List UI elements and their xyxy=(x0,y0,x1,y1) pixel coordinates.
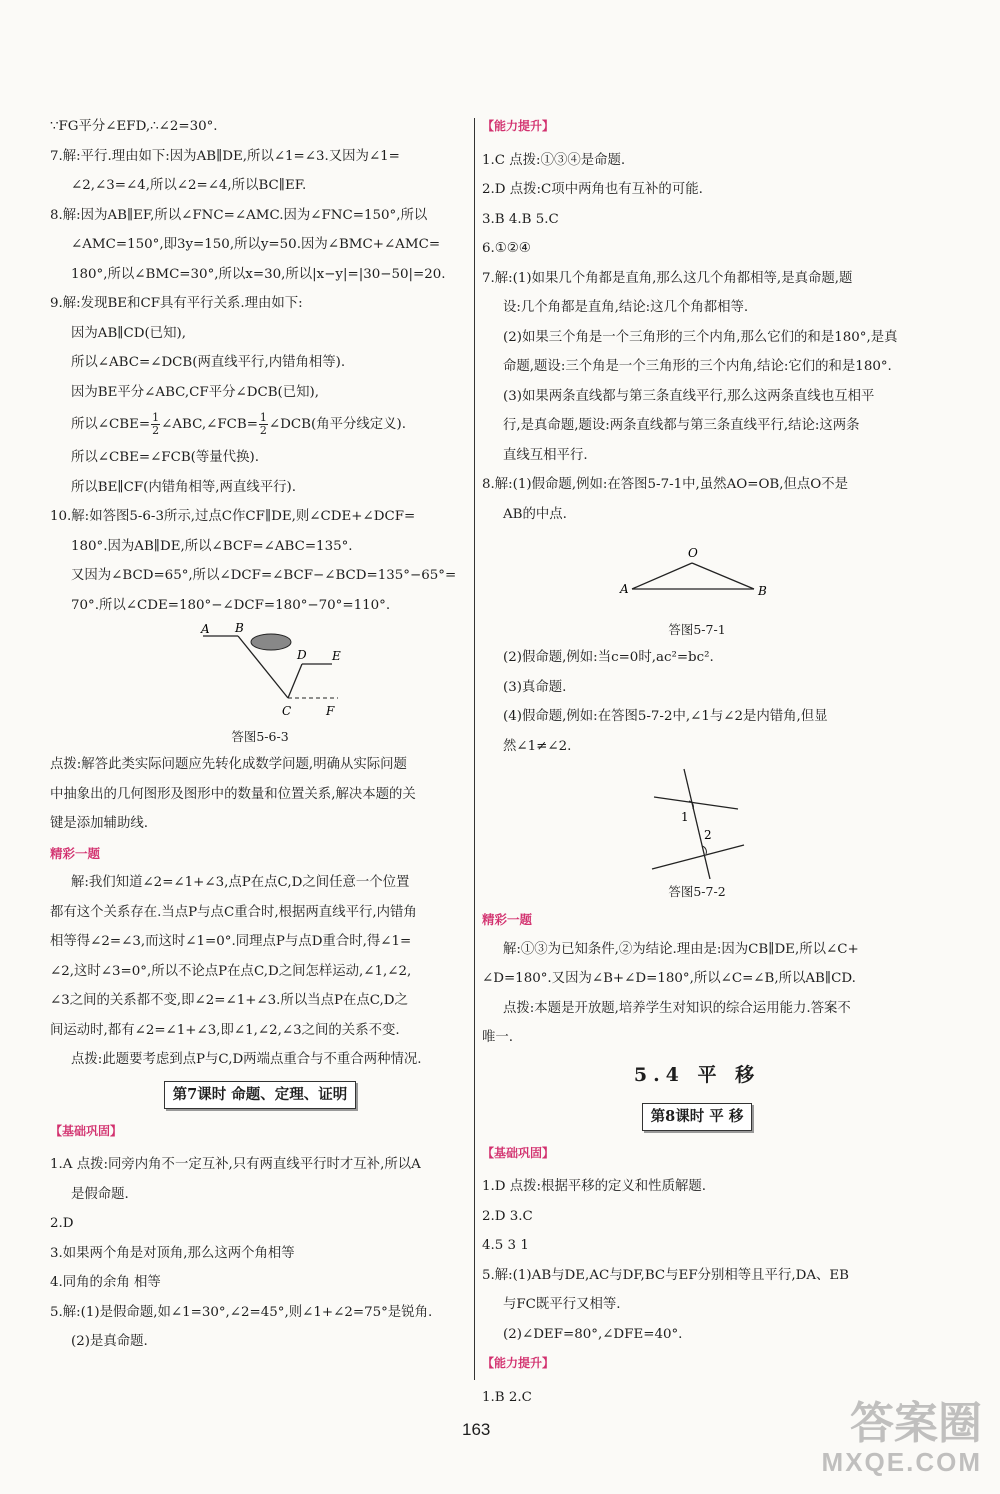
label-b: B xyxy=(758,584,767,598)
label-a: A xyxy=(620,582,629,596)
jingcai-line: 相等得∠2=∠3,而这时∠1=0°.同理点P与点D重合时,得∠1= xyxy=(50,934,412,949)
q8-line: 180°,所以∠BMC=30°,所以x=30,所以|x−y|=|30−50|=20. xyxy=(71,266,446,282)
label-o: O xyxy=(688,546,698,560)
basic-line: 1.A 点拨:同旁内角不一定互补,只有两直线平行时才互补,所以A xyxy=(50,1157,421,1172)
fraction-half xyxy=(259,412,268,437)
basic-heading: 【基础巩固】 xyxy=(482,1145,555,1160)
answer-line: 6.①②④ xyxy=(482,241,531,256)
jingcai-line: ∠D=180°.又因为∠B+∠D=180°,所以∠C=∠B,所以AB∥CD. xyxy=(482,971,856,986)
jingcai-line: 都有这个关系存在.当点P与点C重合时,根据两直线平行,内错角 xyxy=(50,904,417,920)
q8-line: (2)假命题,例如:当c=0时,ac²=bc². xyxy=(503,650,714,665)
q9-line: 所以BE∥CF(内错角相等,两直线平行). xyxy=(71,479,296,495)
jingcai-line: ∠3之间的关系都不变,即∠2=∠1+∠3.所以当点P在点C,D之 xyxy=(50,993,408,1008)
intro-line: ∵FG平分∠EFD,∴∠2=30°. xyxy=(50,119,218,134)
angle-1-label: 1 xyxy=(681,810,689,824)
jingcai-line: 唯一. xyxy=(482,1030,514,1045)
basic-line: 3.如果两个角是对顶角,那么这两个角相等 xyxy=(50,1245,295,1261)
figure-5-6-3-diagram xyxy=(50,620,470,724)
page-number: 163 xyxy=(462,1420,491,1439)
tip-line: 中抽象出的几何图形及图形中的数量和位置关系,解决本题的关 xyxy=(50,786,416,802)
lesson-7-title: 第7课时 命题、定理、证明 xyxy=(164,1081,357,1109)
q7-line: 7.解:(1)如果几个角都是直角,那么这几个角都相等,是真命题,题 xyxy=(482,270,853,286)
q7-line: 行,是真命题,题设:两条直线都与第三条直线平行,结论:这两条 xyxy=(503,418,860,433)
q9-fraction-text: ∠ABC,∠FCB= xyxy=(161,417,258,432)
jingcai-line: ∠2,这时∠3=0°,所以不论点P在点C,D之间怎样运动,∠1,∠2, xyxy=(50,963,412,979)
tip-line: 键是添加辅助线. xyxy=(50,816,148,831)
q7-line: 直线互相平行. xyxy=(503,447,588,463)
figure-caption: 答图5-7-2 xyxy=(668,884,726,899)
q8-line: 然∠1≠∠2. xyxy=(503,738,572,754)
label-d: D xyxy=(297,648,307,662)
q9-line: 所以∠CBE=∠FCB(等量代换). xyxy=(71,450,259,465)
answer-line: 1.B 2.C xyxy=(482,1389,532,1405)
basic-line: 2.D 3.C xyxy=(482,1208,533,1224)
column-divider xyxy=(474,118,475,1380)
section-title: 5.4 平 移 xyxy=(633,1063,761,1086)
basic-line: 2.D xyxy=(50,1216,74,1231)
basic-line: 5.解:(1)AB与DE,AC与DF,BC与EF分别相等且平行,DA、EB xyxy=(482,1267,850,1283)
fraction-denominator: 2 xyxy=(152,424,160,437)
fraction-half xyxy=(151,412,160,437)
basic-line: 4.同角的余角 相等 xyxy=(50,1275,161,1290)
fraction-numerator: 1 xyxy=(259,411,267,424)
basic-line: 与FC既平行又相等. xyxy=(503,1297,621,1312)
basic-line: 4.5 3 1 xyxy=(482,1238,529,1253)
q7-line: 7.解:平行.理由如下:因为AB∥DE,所以∠1=∠3.又因为∠1= xyxy=(50,148,400,164)
jingcai-line: 间运动时,都有∠2=∠1+∠3,即∠1,∠2,∠3之间的关系不变. xyxy=(50,1022,400,1038)
label-a: A xyxy=(201,622,210,636)
jingcai-line: 点拨:本题是开放题,培养学生对知识的综合运用能力.答案不 xyxy=(503,1000,851,1016)
tip-line: 点拨:解答此类实际问题应先转化成数学问题,明确从实际问题 xyxy=(50,757,407,772)
nengli-heading: 【能力提升】 xyxy=(482,1356,555,1370)
right-column xyxy=(482,112,912,1412)
watermark-logo-text: 答案圈 xyxy=(850,1398,982,1449)
q7-line: (3)如果两条直线都与第三条直线平行,那么这两条直线也互相平 xyxy=(503,388,875,404)
figure-5-7-2 xyxy=(482,761,912,879)
jingcai-tip: 点拨:此题要考虑到点P与C,D两端点重合与不重合两种情况. xyxy=(71,1052,422,1067)
q8-line: 8.解:(1)假命题,例如:在答图5-7-1中,虽然AO=OB,但点O不是 xyxy=(482,477,849,492)
q9-line: 9.解:发现BE和CF具有平行关系.理由如下: xyxy=(50,296,303,311)
label-b: B xyxy=(235,621,244,635)
label-c: C xyxy=(282,704,292,718)
basic-line: 是假命题. xyxy=(71,1186,129,1202)
q10-line: 又因为∠BCD=65°,所以∠DCF=∠BCF−∠BCD=135°−65°= xyxy=(71,568,457,583)
q7-line: 命题,题设:三个角是一个三角形的三个内角,结论:它们的和是180°. xyxy=(503,359,892,374)
q8-line: AB的中点. xyxy=(503,506,567,522)
jingcai-line: 解:我们知道∠2=∠1+∠3,点P在点C,D之间任意一个位置 xyxy=(71,875,410,890)
q10-line: 70°.所以∠CDE=180°−∠DCF=180°−70°=110°. xyxy=(71,597,391,613)
basic-line: 5.解:(1)是假命题,如∠1=30°,∠2=45°,则∠1+∠2=75°是锐角. xyxy=(50,1304,433,1320)
q7-line: (2)如果三个角是一个三角形的三个内角,那么它们的和是180°,是真 xyxy=(503,329,898,345)
figure-caption: 答图5-6-3 xyxy=(231,729,289,744)
figure-5-6-3 xyxy=(50,620,470,724)
jingcai-heading: 精彩一题 xyxy=(482,912,533,927)
basic-line: (2)∠DEF=80°,∠DFE=40°. xyxy=(503,1326,683,1342)
q9-fraction-line xyxy=(50,407,470,443)
jingcai-line: 解:①③为已知条件,②为结论.理由是:因为CB∥DE,所以∠C+ xyxy=(503,941,859,957)
basic-heading: 【基础巩固】 xyxy=(50,1123,123,1138)
jingcai-heading: 精彩一题 xyxy=(50,845,101,861)
q9-line: 因为BE平分∠ABC,CF平分∠DCB(已知), xyxy=(71,384,320,400)
watermark-url: MXQE.COM xyxy=(821,1447,982,1477)
q9-fraction-text: ∠DCB(角平分线定义). xyxy=(268,417,407,432)
basic-line: 1.D 点拨:根据平移的定义和性质解题. xyxy=(482,1179,707,1194)
fraction-denominator: 2 xyxy=(259,424,267,437)
q8-line: (3)真命题. xyxy=(503,679,567,695)
answer-line: 3.B 4.B 5.C xyxy=(482,211,559,227)
answer-line: 1.C 点拨:①③④是命题. xyxy=(482,152,626,168)
figure-caption: 答图5-7-1 xyxy=(668,622,726,637)
answer-line: 2.D 点拨:C项中两角也有互补的可能. xyxy=(482,182,703,197)
figure-5-7-1 xyxy=(482,529,912,617)
angle-2-label: 2 xyxy=(704,828,712,842)
q8-line: ∠AMC=150°,即3y=150,所以y=50.因为∠BMC+∠AMC= xyxy=(71,237,441,252)
figure-5-7-2-diagram xyxy=(482,761,912,879)
q9-fraction-text: 所以∠CBE= xyxy=(71,417,151,432)
left-column xyxy=(50,112,470,1357)
q9-line: 因为AB∥CD(已知), xyxy=(71,325,186,341)
q7-line: 设:几个角都是直角,结论:这几个角都相等. xyxy=(503,300,749,315)
nengli-heading: 【能力提升】 xyxy=(482,119,555,133)
label-e: E xyxy=(332,649,341,663)
q10-line: 10.解:如答图5-6-3所示,过点C作CF∥DE,则∠CDE+∠DCF= xyxy=(50,509,416,524)
watermark xyxy=(821,1398,982,1478)
lesson-8-title: 第8课时 平 移 xyxy=(642,1103,753,1131)
q8-line: 8.解:因为AB∥EF,所以∠FNC=∠AMC.因为∠FNC=150°,所以 xyxy=(50,207,428,223)
fraction-numerator: 1 xyxy=(152,411,160,424)
basic-line: (2)是真命题. xyxy=(71,1334,148,1349)
q9-line: 所以∠ABC=∠DCB(两直线平行,内错角相等). xyxy=(71,355,346,370)
figure-5-7-1-diagram xyxy=(482,529,912,617)
q8-line: (4)假命题,例如:在答图5-7-2中,∠1与∠2是内错角,但显 xyxy=(503,709,828,724)
q7-line: ∠2,∠3=∠4,所以∠2=∠4,所以BC∥EF. xyxy=(71,178,307,193)
label-f: F xyxy=(326,704,335,718)
q10-line: 180°.因为AB∥DE,所以∠BCF=∠ABC=135°. xyxy=(71,538,353,554)
